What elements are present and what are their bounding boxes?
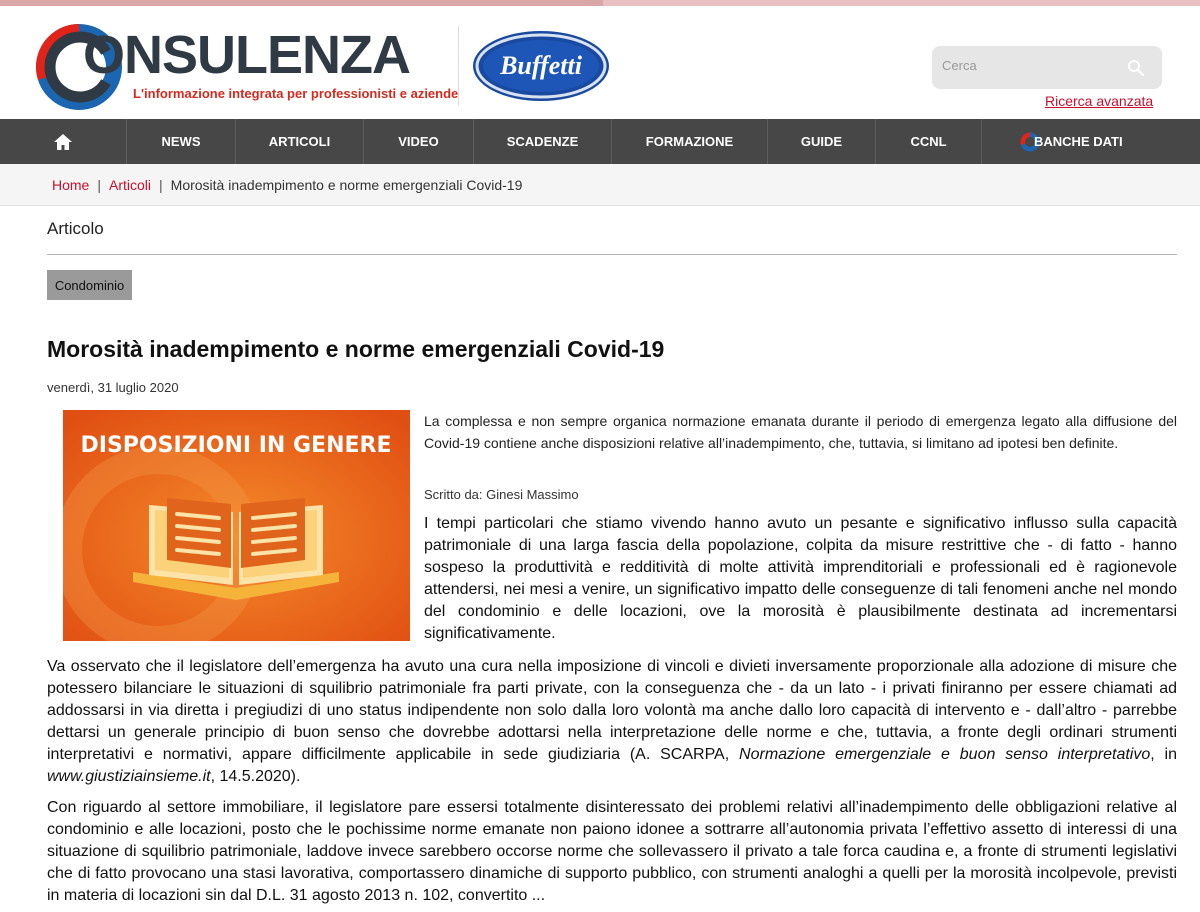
section-divider (47, 254, 1177, 255)
breadcrumb-articoli-link[interactable]: Articoli (109, 177, 152, 193)
breadcrumb-separator: | (159, 177, 163, 193)
section-label: Articolo (47, 219, 104, 238)
buffetti-logo[interactable] (472, 30, 610, 102)
site-tagline: L'informazione integrata per professionisti e aziende (133, 86, 459, 101)
paragraph-text: Va osservato che il legislatore dell’emergenza ha avuto una cura nella imposizione di vincoli e divieti inversamente proporzionale alla adozione di misure che potessero bilanciare le situazioni di squilibrio patrimoniale fra parti private, con la conseguenza che - da un lato - i privati finiranno per essere chiamati ad addossarsi in via diretta i pregiudizi di uno status indipendente non solo dalla loro volontà ma anche dallo loro capacità di intervento e - dall’altro - parrebbe dettarsi un generale principio di buon senso che dovrebbe adottarsi nella interpretazione delle norme e che, tuttavia, a fronte degli ordinari strumenti interpretativi e normativi, appare difficilmente applicabile in sede giudiziaria (A. SCARPA, (47, 658, 1177, 763)
nav-item-guide[interactable]: GUIDE (768, 119, 876, 164)
buffetti-logo-text: Buffetti (500, 51, 582, 80)
article-paragraph: Con riguardo al settore immobiliare, il legislatore pare essersi totalmente disinteressato dei problemi relativi all’inadempimento delle obbligazioni relative al condominio e alle locazioni, posto che le pochissime norme emanate non paiono idonee a sottrarre all’autonomia privata l’effettivo assetto di interessi di una situazione di squilibrio patrimoniale, laddove invece sarebbero occorse norme che sollevassero il privato a tale forca caudina e, a fronte di strumenti legislativi che di fatto provocano una stasi lavorativa, comportassero dinamiche di supporto pubblico, con strumenti analoghi a quelli per la morosità incolpevole, previsti in materia di locazioni sin dal D.L. 31 agosto 2013 n. 102, convertito ... (47, 799, 1177, 904)
nav-item-banche-dati[interactable] (982, 119, 1200, 164)
breadcrumb-separator: | (97, 177, 101, 193)
article-author: Scritto da: Ginesi Massimo (424, 487, 579, 502)
article-paragraph (47, 656, 1177, 788)
search-input[interactable] (942, 58, 1112, 73)
site-logo-wordmark[interactable]: ONSULENZA (83, 25, 410, 85)
nav-item-news[interactable]: NEWS (127, 119, 236, 164)
cited-website: www.giustiziainsieme.it (47, 768, 211, 785)
paragraph-text: , in (1150, 746, 1178, 763)
nav-home[interactable] (0, 119, 127, 164)
search-box (932, 46, 1162, 89)
article-date: venerdì, 31 luglio 2020 (47, 380, 179, 395)
paragraph-text: , 14.5.2020). (210, 768, 301, 785)
article-image (63, 410, 410, 641)
site-header (0, 6, 1200, 119)
nav-item-formazione[interactable]: FORMAZIONE (612, 119, 768, 164)
breadcrumb-home-link[interactable]: Home (52, 177, 90, 193)
category-tag[interactable]: Condominio (47, 270, 132, 300)
breadcrumb-current: Morosità inadempimento e norme emergenziali Covid-19 (170, 177, 523, 193)
article-lead-paragraph: I tempi particolari che stiamo vivendo hanno avuto un pesante e significativo influsso sulla capacità patrimoniale di una larga fascia della popolazione, colpita da misure restrittive che - di fatto - hanno sospeso la produttività e redditività di molte attività imprenditoriali e professionali ed è ragionevole attendersi, nei mesi a venire, un significativo impatto delle conseguenze di tali fenomeni anche nel mondo del condominio e delle locazioni, ove la morosità è plausibilmente destinata ad incrementarsi significativamente. (424, 515, 1177, 642)
search-icon[interactable] (1126, 58, 1146, 78)
nav-item-video[interactable]: VIDEO (364, 119, 474, 164)
banche-dati-label: BANCHE DATI (1034, 134, 1123, 149)
article-image-caption: DISPOSIZIONI IN GENERE (80, 433, 392, 458)
article-title: Morosità inadempimento e norme emergenziali Covid-19 (47, 336, 665, 362)
article-abstract: La complessa e non sempre organica normazione emanata durante il periodo di emergenza legato alla diffusione del Covid-19 contiene anche disposizioni relative all’inadempimento, che, tuttavia, si limitano ad ipotesi ben definite. (424, 413, 1177, 451)
logo-divider (458, 26, 459, 106)
home-icon (53, 133, 73, 151)
breadcrumb (0, 164, 1200, 206)
nav-item-ccnl[interactable]: CCNL (876, 119, 982, 164)
cited-work-title: Normazione emergenziale e buon senso interpretativo (739, 746, 1151, 763)
advanced-search-link[interactable]: Ricerca avanzata (1045, 93, 1154, 109)
nav-item-articoli[interactable]: ARTICOLI (236, 119, 364, 164)
nav-item-scadenze[interactable]: SCADENZE (474, 119, 612, 164)
main-nav (0, 119, 1200, 164)
